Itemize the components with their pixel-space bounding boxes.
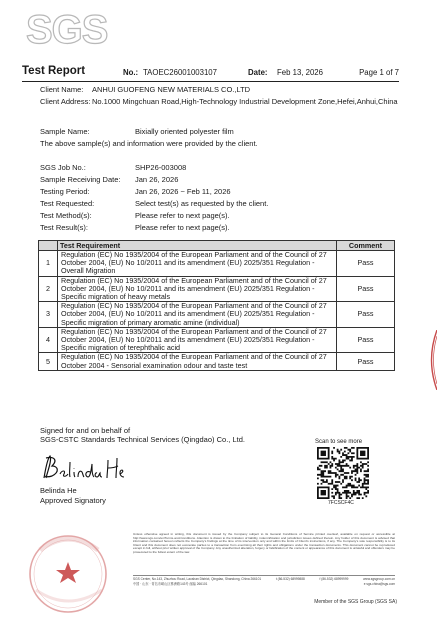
email-link[interactable]: e sgs.china@sgs.com: [363, 581, 395, 586]
job-label: Test Requested:: [40, 199, 95, 208]
comment-cell: Pass: [337, 251, 395, 277]
report-no-label: No.:: [123, 68, 139, 77]
legal-disclaimer: Unless otherwise agreed in writing, this document is issued by the Company subject to its General Conditions of Service printed overleaf, available on request or accessible at http://www.sgs.com/en/Terms-and-Conditions. Attention is drawn to the limitation of liability, indemnification and jurisdiction issues defined therein. Any holder of this document is advised that information contained hereon reflects the Company's findings at the time of its intervention only and within the limits of Client's instructions, if any. The Company's sole responsibility is to its Client and this document does not exonerate parties to a transaction from exercising all their rights and obligations under the transaction documents. This document cannot be reproduced except in full, without prior written approval of the Company. Any unauthorized alteration, forgery or falsification of the content or appearance of this document is unlawful and offenders may be prosecuted to the fullest extent of the law.: [133, 532, 395, 554]
requirement-line: Regulation (EC) No 1935/2004 of the European Parliament and of the Council of 27: [61, 352, 327, 362]
requirement-line: October 2004, (EU) No 10/2011 and its amendment (EU) 2025/351 Regulation -: [61, 258, 315, 268]
requirement-cell: [58, 302, 337, 328]
client-name-value: ANHUI GUOFENG NEW MATERIALS CO.,LTD: [92, 85, 251, 94]
comment-cell: Pass: [337, 353, 395, 370]
row-number: 1: [39, 251, 58, 277]
requirement-line: Specific migration of primary aromatic amine (individual): [61, 317, 240, 327]
client-address-value: No.1000 Mingchuan Road,High-Technology Industrial Development Zone,Hefei,Anhui,China: [92, 97, 398, 106]
row-number: 3: [39, 302, 58, 328]
header-divider: [22, 81, 399, 82]
fax: f (86-532) 68999999: [319, 577, 349, 581]
comment-header: Comment: [337, 241, 395, 251]
sample-note-text: The above sample(s) and information were provided by the client.: [40, 139, 258, 148]
job-value: Jan 26, 2026 ~ Feb 11, 2026: [135, 187, 231, 196]
page-indicator: Page 1 of 7: [359, 68, 399, 77]
job-value: Please refer to next page(s).: [135, 211, 230, 220]
tel: t (86-532) 68999888: [275, 577, 305, 581]
job-label: Testing Period:: [40, 187, 90, 196]
table-row: [39, 353, 395, 370]
requirement-line: Specific migration of terephthalic acid: [61, 343, 181, 353]
signatory-role: Approved Signatory: [40, 496, 106, 505]
table-row: [39, 251, 395, 277]
comment-cell: Pass: [337, 276, 395, 302]
requirement-line: October 2004, (EU) No 10/2011 and its amendment (EU) 2025/351 Regulation -: [61, 309, 315, 319]
job-value: Please refer to next page(s).: [135, 223, 230, 232]
table-row: [39, 327, 395, 353]
edge-seal-stamp: [426, 330, 437, 390]
job-label: Test Result(s):: [40, 223, 88, 232]
report-title: Test Report: [22, 65, 86, 77]
qr-code[interactable]: [317, 447, 369, 499]
website-link[interactable]: www.sgsgroup.com.cn: [363, 577, 395, 581]
row-number: 4: [39, 327, 58, 353]
member-note: Member of the SGS Group (SGS SA): [314, 599, 397, 605]
footer-address: [133, 575, 395, 586]
requirement-line: Regulation (EC) No 1935/2004 of the European Parliament and of the Council of 27: [61, 250, 327, 259]
requirement-cell: [58, 276, 337, 302]
job-value: Select test(s) as requested by the client.: [135, 199, 269, 208]
report-no-value: TAOEC26001003107: [143, 68, 217, 77]
handwritten-signature: [40, 452, 130, 484]
address-cn: 中国 · 山东 · 青岛市崂山区株洲路143号 邮编 266101: [133, 581, 208, 586]
no-header: [39, 241, 58, 251]
qr-code-text: 7FCSCF4C: [328, 500, 354, 506]
signatory-name: Belinda He: [40, 486, 77, 495]
requirement-line: October 2004, (EU) No 10/2011 and its amendment (EU) 2025/351 Regulation -: [61, 283, 315, 293]
requirement-cell: [58, 353, 337, 370]
requirement-line: October 2004 - Sensorial examination odour and taste test: [61, 360, 248, 370]
row-number: 2: [39, 276, 58, 302]
requirement-header: Test Requirement: [58, 241, 337, 251]
row-number: 5: [39, 353, 58, 370]
requirement-line: Regulation (EC) No 1935/2004 of the European Parliament and of the Council of 27: [61, 326, 327, 336]
address-en: SGS Center, No.143, Zhuzhou Road, Laoshan District, Qingdao, Shandong, China 266101: [133, 577, 262, 581]
job-label: Sample Receiving Date:: [40, 175, 121, 184]
sgs-logo-text: SGS: [26, 8, 108, 52]
sample-name-label: Sample Name:: [40, 127, 90, 136]
job-value: SHP26-003008: [135, 163, 187, 172]
job-label: SGS Job No.:: [40, 163, 86, 172]
requirement-line: Regulation (EC) No 1935/2004 of the European Parliament and of the Council of 27: [61, 301, 327, 311]
table-row: [39, 276, 395, 302]
table-row: [39, 302, 395, 328]
comment-cell: Pass: [337, 327, 395, 353]
report-header: [22, 65, 399, 82]
job-value: Jan 26, 2026: [135, 175, 179, 184]
report-date-value: Feb 13, 2026: [277, 68, 323, 77]
comment-cell: Pass: [337, 302, 395, 328]
report-date-label: Date:: [248, 68, 268, 77]
requirement-cell: [58, 327, 337, 353]
sample-name-value: Bixially oriented polyester film: [135, 127, 234, 136]
requirement-cell: [58, 251, 337, 277]
table-header-row: [39, 241, 395, 251]
requirement-line: Specific migration of heavy metals: [61, 292, 171, 302]
job-label: Test Method(s):: [40, 211, 92, 220]
requirement-line: October 2004, (EU) No 10/2011 and its amendment (EU) 2025/351 Regulation -: [61, 335, 315, 345]
client-name-label: Client Name:: [40, 85, 84, 94]
signoff-company: SGS-CSTC Standards Technical Services (Qingdao) Co., Ltd.: [40, 435, 245, 444]
requirement-line: Overall Migration: [61, 266, 116, 276]
qr-caption: Scan to see more: [315, 439, 363, 445]
client-address-label: Client Address:: [40, 97, 91, 106]
signoff-line1: Signed for and on behalf of: [40, 426, 131, 435]
results-table: [38, 240, 395, 371]
company-seal-stamp: [20, 520, 130, 614]
requirement-line: Regulation (EC) No 1935/2004 of the European Parliament and of the Council of 27: [61, 275, 327, 285]
